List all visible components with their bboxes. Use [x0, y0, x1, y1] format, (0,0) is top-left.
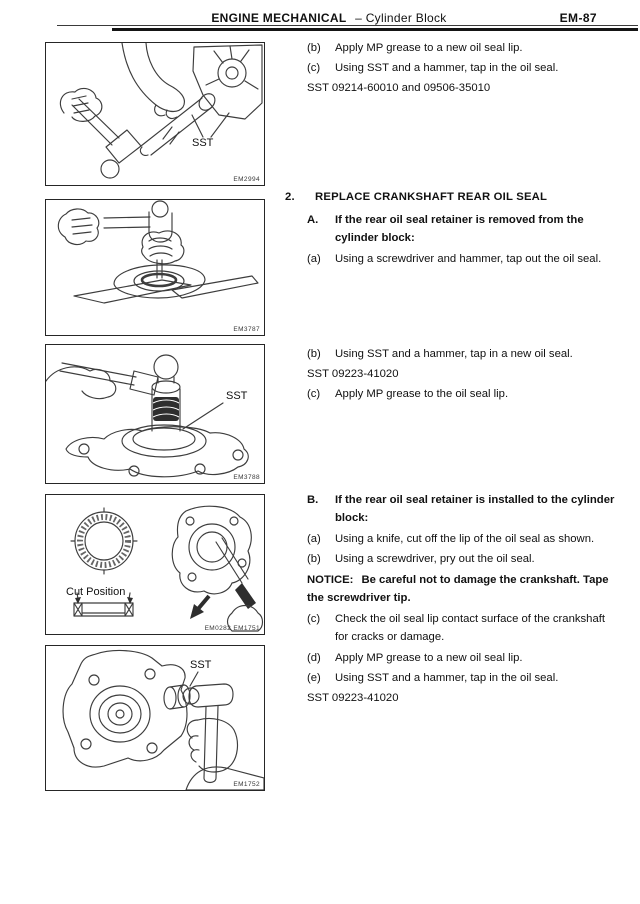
- step-marker: (b): [307, 42, 321, 54]
- hammer: [189, 684, 233, 707]
- header-section-title: ENGINE MECHANICAL: [211, 11, 347, 25]
- figure-em3787: [45, 199, 265, 336]
- step-text: Check the oil seal lip contact surface of the crankshaft for cracks or damage.: [335, 613, 606, 643]
- figure-em2994: [45, 42, 265, 186]
- seal-retainer: [114, 265, 205, 298]
- step-text: Using SST and a hammer, tap in a new oil seal.: [335, 348, 573, 360]
- notice-text: Be careful not to damage the crankshaft. Tape the screwdriver tip.: [307, 574, 609, 604]
- step-d-apply-grease: [307, 649, 619, 667]
- step-marker: (d): [307, 652, 321, 664]
- pry-direction-arrow: [198, 596, 209, 609]
- figure-code: EM1752: [233, 781, 260, 788]
- sst-leader-line: [183, 403, 223, 429]
- sst-driver: [164, 687, 176, 709]
- step-text: Using SST and a hammer, tap in the oil seal.: [335, 62, 559, 74]
- notice-paragraph: [307, 571, 619, 607]
- sst-leader-line: [190, 672, 198, 686]
- figure-em0282-em1751: [45, 494, 265, 635]
- subsection-text: If the rear oil seal retainer is installed to the cylinder block:: [335, 494, 615, 524]
- step-marker: (a): [307, 533, 321, 545]
- section-2-block: [285, 188, 619, 268]
- section-number: 2.: [285, 191, 295, 203]
- step-marker: (b): [307, 348, 321, 360]
- hammer: [72, 99, 119, 145]
- subsection-a-heading: [307, 211, 619, 247]
- sst-label: SST: [226, 390, 248, 402]
- subsection-b-heading: [307, 491, 619, 527]
- step-text: Apply MP grease to a new oil seal lip.: [335, 652, 523, 664]
- figure-code: EM3787: [233, 326, 260, 333]
- sst-part-number: SST 09223-41020: [307, 692, 399, 704]
- seal-retainer: [66, 427, 248, 477]
- step-marker: (c): [307, 62, 321, 74]
- step-text: Apply MP grease to a new oil seal lip.: [335, 42, 523, 54]
- page-number: EM-87: [559, 11, 597, 25]
- screwdriver-tap-out-illustration: [46, 200, 264, 335]
- subsection-marker: A.: [307, 214, 319, 226]
- step-b-apply-grease: [307, 39, 619, 57]
- sst-part-numbers: SST 09214-60010 and 09506-35010: [307, 82, 491, 94]
- seal-retainer: [172, 506, 251, 594]
- step-b-tap-in-new-seal: [307, 345, 619, 363]
- figure-code: EM0282 EM1751: [204, 625, 260, 632]
- hammer: [60, 363, 136, 385]
- cut-position-label: Cut Position: [66, 586, 126, 598]
- step-c-check-surface: [307, 610, 619, 646]
- sst-label: SST: [192, 137, 214, 149]
- header-subsection-title: – Cylinder Block: [355, 11, 447, 25]
- oil-seal-ring: [75, 512, 133, 570]
- step-c-apply-grease: [307, 385, 619, 403]
- step-marker: (c): [307, 613, 321, 625]
- step-marker: (b): [307, 553, 321, 565]
- sst-leader-lines: [192, 113, 229, 137]
- step-marker: (a): [307, 253, 321, 265]
- figure-code: EM3788: [233, 474, 260, 481]
- step-text: Using a screwdriver and hammer, tap out the oil seal.: [335, 253, 602, 265]
- step-a-tap-out-seal: [307, 250, 619, 268]
- step-e-tap-in-seal: [307, 669, 619, 687]
- figure-em1752: [45, 645, 265, 791]
- section-heading: [285, 188, 619, 206]
- section-b-final-steps-block: [307, 647, 619, 707]
- step-marker: (c): [307, 388, 321, 400]
- cut-position-pry-out-illustration: [46, 495, 264, 634]
- page-header-title: [0, 11, 640, 25]
- figure-em3788: [45, 344, 265, 484]
- step-c-tap-in-seal: [307, 59, 619, 77]
- sst-tap-in-rear-seal-illustration: [46, 646, 264, 790]
- step-b-pry-out-seal: [307, 550, 619, 568]
- subsection-text: If the rear oil seal retainer is removed from the cylinder block:: [335, 214, 584, 244]
- step-a-cut-off-lip: [307, 530, 619, 548]
- section-a-steps-block: [307, 343, 619, 403]
- sst-tap-in-retainer-illustration: [46, 345, 264, 483]
- figure-code: EM2994: [233, 176, 260, 183]
- section-title: REPLACE CRANKSHAFT REAR OIL SEAL: [315, 191, 548, 203]
- subsection-marker: B.: [307, 494, 319, 506]
- hammer-sst-front-seal-illustration: [46, 43, 264, 185]
- step-marker: (e): [307, 672, 321, 684]
- seal-cross-section: [74, 603, 133, 616]
- header-rule-thin: [57, 25, 638, 26]
- notice-marker: NOTICE:: [307, 574, 354, 586]
- step-text: Using a knife, cut off the lip of the oil seal as shown.: [335, 533, 595, 545]
- sst-label: SST: [190, 659, 212, 671]
- section-b-steps-block: [307, 489, 619, 646]
- sst-part-number: SST 09223-41020: [307, 368, 399, 380]
- step-text: Apply MP grease to the oil seal lip.: [335, 388, 509, 400]
- intro-steps-block: [307, 37, 619, 97]
- step-text: Using SST and a hammer, tap in the oil seal.: [335, 672, 559, 684]
- step-text: Using a screwdriver, pry out the oil seal.: [335, 553, 535, 565]
- header-rule-thick: [112, 28, 638, 31]
